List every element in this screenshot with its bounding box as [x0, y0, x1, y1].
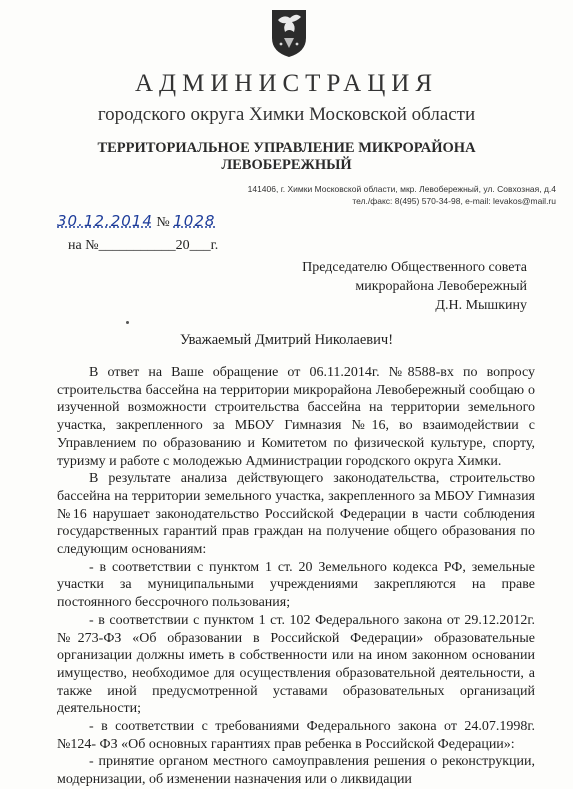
reply-reference-line	[68, 238, 218, 254]
contact-line: тел./факс: 8(495) 570-34-98, e-mail: levakos@mail.ru	[352, 196, 556, 206]
recipient-name: Д.Н. Мышкину	[435, 298, 527, 313]
paragraph: - в соответствии с пунктом 1 ст. 102 Федерального закона от 29.12.2012г. №273-ФЗ «Об образовании в Российской Федерации» образовательные организации должны иметь в собственности или на ином законном основании имущество, необходимое для осуществления образовательной деятельности, а также иной предусмотренной уставами образовательных организаций деятельности;	[57, 612, 535, 717]
paragraph: - принятие органом местного самоуправления решения о реконструкции, модернизации, об изменении назначения или о ликвидации	[57, 754, 535, 788]
registration-line	[57, 212, 215, 231]
paragraph: - в соответствии с требованиями Федерального закона от 24.07.1998г. №124- ФЗ «Об основных гарантиях прав ребенка в Российской Федерации»:	[57, 719, 535, 752]
recipient-line-2: микрорайона Левобережный	[355, 279, 527, 294]
salutation: Уважаемый Дмитрий Николаевич!	[179, 332, 394, 348]
department-line-1: ТЕРРИТОРИАЛЬНОЕ УПРАВЛЕНИЕ МИКРОРАЙОНА	[97, 140, 476, 156]
handwritten-date: 30.12.2014	[57, 212, 153, 230]
scan-speck	[126, 321, 129, 324]
address-line: 141406, г. Химки Московской области, мкр. Левобережный, ул. Совхозная, д.4	[247, 184, 556, 194]
number-sign: №	[156, 215, 170, 230]
coat-of-arms-emblem	[270, 8, 308, 58]
reply-year: 20___г.	[175, 238, 219, 253]
handwritten-number: 1028	[173, 212, 216, 230]
paragraph: - в соответствии с пунктом 1 ст. 20 Земельного кодекса РФ, земельные участки за муниципальными учреждениями закрепляются на праве постоянного бессрочного пользования;	[57, 559, 535, 611]
administration-subtitle: городского округа Химки Московской области	[97, 104, 476, 125]
recipient-line-1: Председателю Общественного совета	[302, 260, 527, 275]
paragraph: В результате анализа действующего законодательства, строительство бассейна на территории земельного участка, закрепленного за МБОУ Гимназия №16 нарушает законодательство Российской Федерации в части соблюдения государственных гарантий прав граждан на получение общего образования по следующим основаниям:	[57, 471, 535, 558]
paragraph: В ответ на Ваше обращение от 06.11.2014г. №8588-вх по вопросу строительства бассейна на территории микрорайона Левобережный сообщаю о изученной возможности строительства бассейна на территории земельного участка, закрепленного за МБОУ Гимназия №16, во взаимодействии с Управлением по образованию и Комитетом по физической культуре, спорту, туризму и работе с молодежью Администрации городского округа Химки.	[57, 365, 535, 469]
address-block	[248, 183, 556, 207]
letter-body	[57, 364, 535, 789]
recipient-block	[302, 258, 527, 315]
reply-prefix: на №	[68, 238, 99, 253]
department-line-2: ЛЕВОБЕРЕЖНЫЙ	[221, 157, 352, 173]
department-name	[0, 140, 573, 174]
administration-title: АДМИНИСТРАЦИЯ	[135, 70, 438, 97]
reply-blank: ___________	[98, 238, 176, 253]
